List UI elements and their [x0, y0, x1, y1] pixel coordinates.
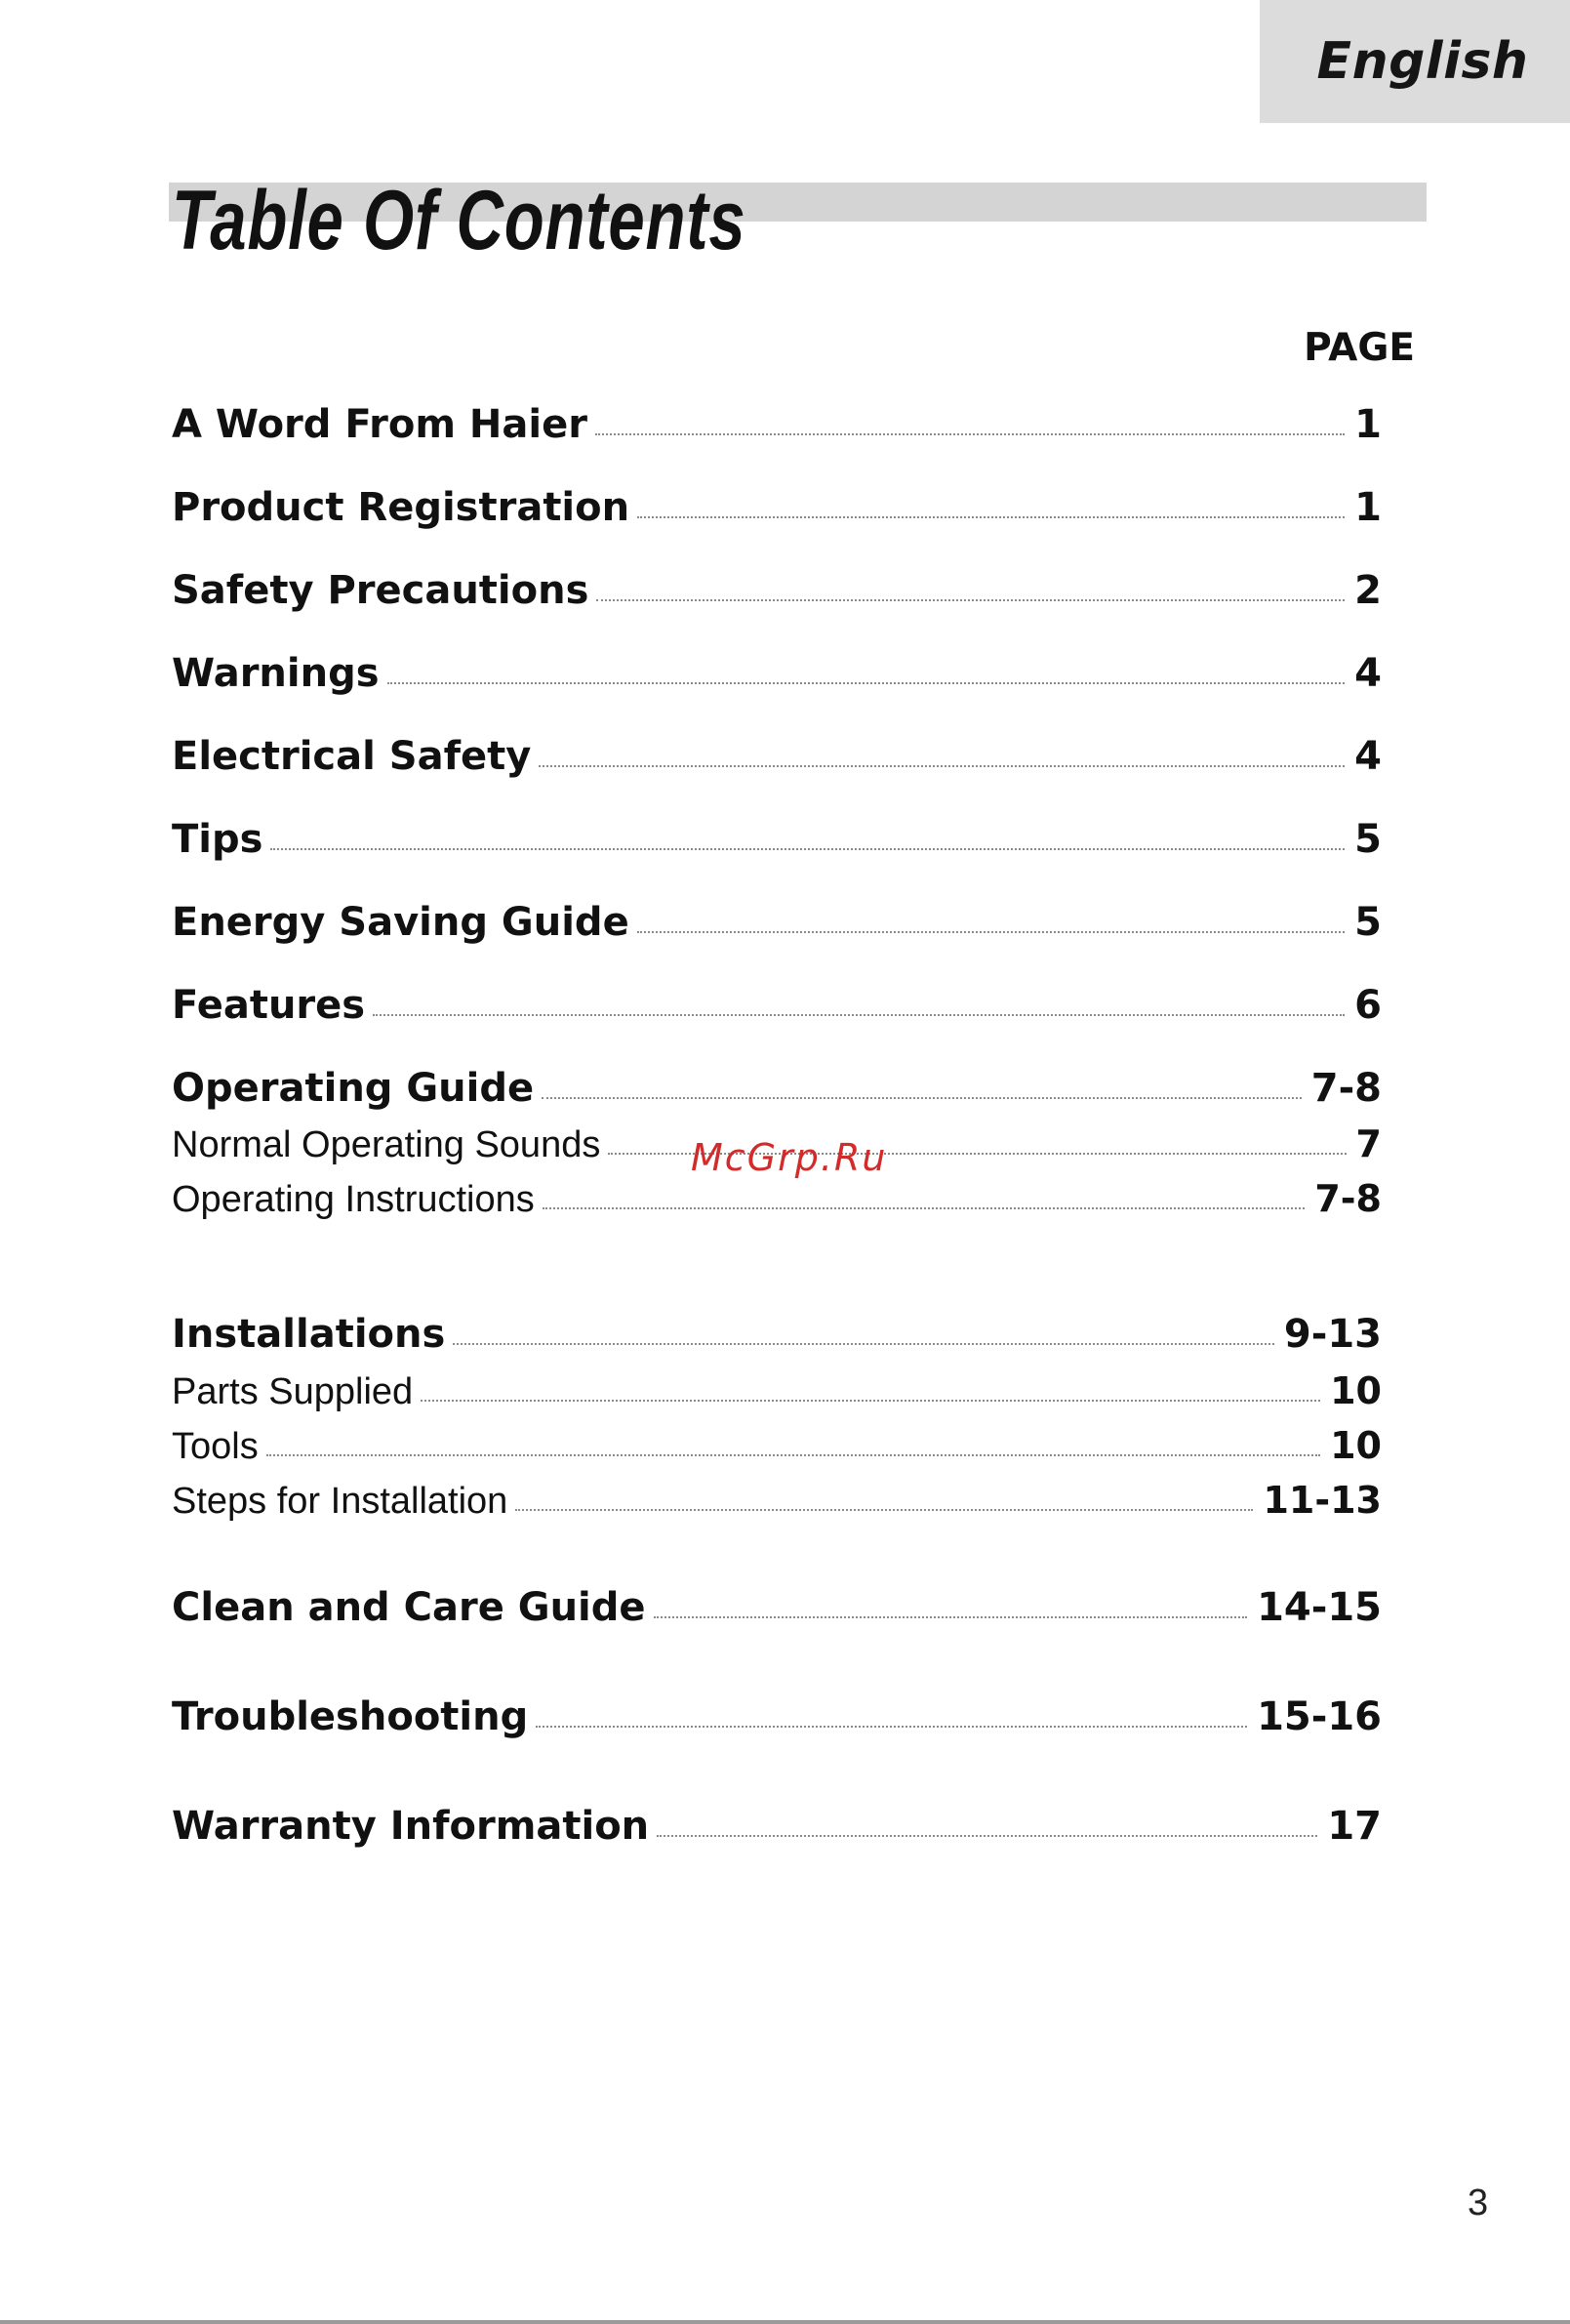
toc-entry-label: Electrical Safety	[172, 734, 532, 779]
toc-entry-page: 10	[1330, 1369, 1382, 1412]
toc-entry-operating-guide[interactable]	[172, 1066, 1382, 1111]
toc-entry-page: 17	[1327, 1804, 1382, 1849]
toc-subentry-operating-instructions[interactable]	[172, 1177, 1382, 1221]
toc-entry-label: Operating Instructions	[172, 1179, 535, 1220]
toc-entry-page: 10	[1330, 1424, 1382, 1467]
toc-entry-label: Tools	[172, 1426, 259, 1467]
dot-leader	[657, 1835, 1317, 1837]
toc-entry-features[interactable]	[172, 983, 1382, 1028]
toc-entry-label: Features	[172, 983, 366, 1028]
toc-entry-page: 7	[1355, 1122, 1382, 1165]
language-tab	[1260, 0, 1570, 123]
toc-entry-label: Operating Guide	[172, 1066, 535, 1111]
toc-entry-page: 6	[1354, 983, 1382, 1028]
toc-entry-label: Troubleshooting	[172, 1694, 529, 1739]
dot-leader	[596, 599, 1345, 601]
toc-subentry-parts-supplied[interactable]	[172, 1369, 1382, 1413]
toc-entry-label: Parts Supplied	[172, 1371, 414, 1412]
dot-leader	[536, 1726, 1247, 1728]
toc-entry-a-word-from-haier[interactable]	[172, 402, 1382, 447]
toc-entry-page: 14-15	[1257, 1585, 1382, 1630]
toc-entry-page: 7-8	[1310, 1066, 1382, 1111]
dot-leader	[453, 1343, 1274, 1345]
dot-leader	[373, 1014, 1345, 1016]
toc-entry-label: Warnings	[172, 651, 380, 696]
toc-entry-safety-precautions[interactable]	[172, 568, 1382, 613]
toc-entry-label: Steps for Installation	[172, 1481, 508, 1522]
dot-leader	[266, 1454, 1320, 1456]
page-column-label: PAGE	[1304, 326, 1415, 370]
toc-subentry-steps-for-installation[interactable]	[172, 1479, 1382, 1523]
toc-entry-warranty-information[interactable]	[172, 1804, 1382, 1849]
toc-entry-label: Product Registration	[172, 485, 630, 530]
toc-entry-label: Safety Precautions	[172, 568, 589, 613]
toc-entry-page: 5	[1354, 900, 1382, 945]
toc-entry-label: Installations	[172, 1312, 446, 1357]
dot-leader	[270, 848, 1345, 850]
language-label: English	[1316, 32, 1529, 91]
dot-leader	[637, 516, 1345, 518]
toc-entry-page: 15-16	[1257, 1694, 1382, 1739]
toc-entry-page: 4	[1354, 651, 1382, 696]
dot-leader	[539, 765, 1345, 767]
toc-entry-page: 7-8	[1314, 1177, 1382, 1220]
dot-leader	[387, 682, 1346, 684]
toc-subentry-tools[interactable]	[172, 1424, 1382, 1468]
toc-entry-page: 5	[1354, 817, 1382, 862]
dot-leader	[542, 1097, 1302, 1099]
toc-entry-clean-and-care-guide[interactable]	[172, 1585, 1382, 1630]
page-title: Table Of Contents	[172, 174, 746, 267]
toc-entry-product-registration[interactable]	[172, 485, 1382, 530]
bottom-rule	[0, 2320, 1570, 2324]
toc-entry-label: Energy Saving Guide	[172, 900, 629, 945]
toc-entry-page: 2	[1354, 568, 1382, 613]
toc-entry-page: 1	[1354, 485, 1382, 530]
dot-leader	[637, 931, 1345, 933]
dot-leader	[654, 1616, 1248, 1618]
toc-entry-installations[interactable]	[172, 1312, 1382, 1357]
toc-entry-label: A Word From Haier	[172, 402, 587, 447]
toc-entry-energy-saving-guide[interactable]	[172, 900, 1382, 945]
toc-entry-label: Tips	[172, 817, 263, 862]
toc-entry-label: Clean and Care Guide	[172, 1585, 646, 1630]
toc-entry-troubleshooting[interactable]	[172, 1694, 1382, 1739]
toc-entry-page: 9-13	[1283, 1312, 1382, 1357]
toc-entry-page: 1	[1354, 402, 1382, 447]
dot-leader	[421, 1400, 1320, 1402]
toc-entry-page: 4	[1354, 734, 1382, 779]
dot-leader	[515, 1509, 1253, 1511]
dot-leader	[595, 433, 1345, 435]
toc-entry-label: Warranty Information	[172, 1804, 650, 1849]
toc-entry-page: 11-13	[1263, 1479, 1382, 1522]
page-number: 3	[1468, 2182, 1489, 2223]
watermark: McGrp.Ru	[691, 1136, 888, 1179]
toc-entry-electrical-safety[interactable]	[172, 734, 1382, 779]
toc-entry-warnings[interactable]	[172, 651, 1382, 696]
dot-leader	[543, 1207, 1306, 1209]
toc-entry-label: Normal Operating Sounds	[172, 1124, 601, 1165]
toc-entry-tips[interactable]	[172, 817, 1382, 862]
